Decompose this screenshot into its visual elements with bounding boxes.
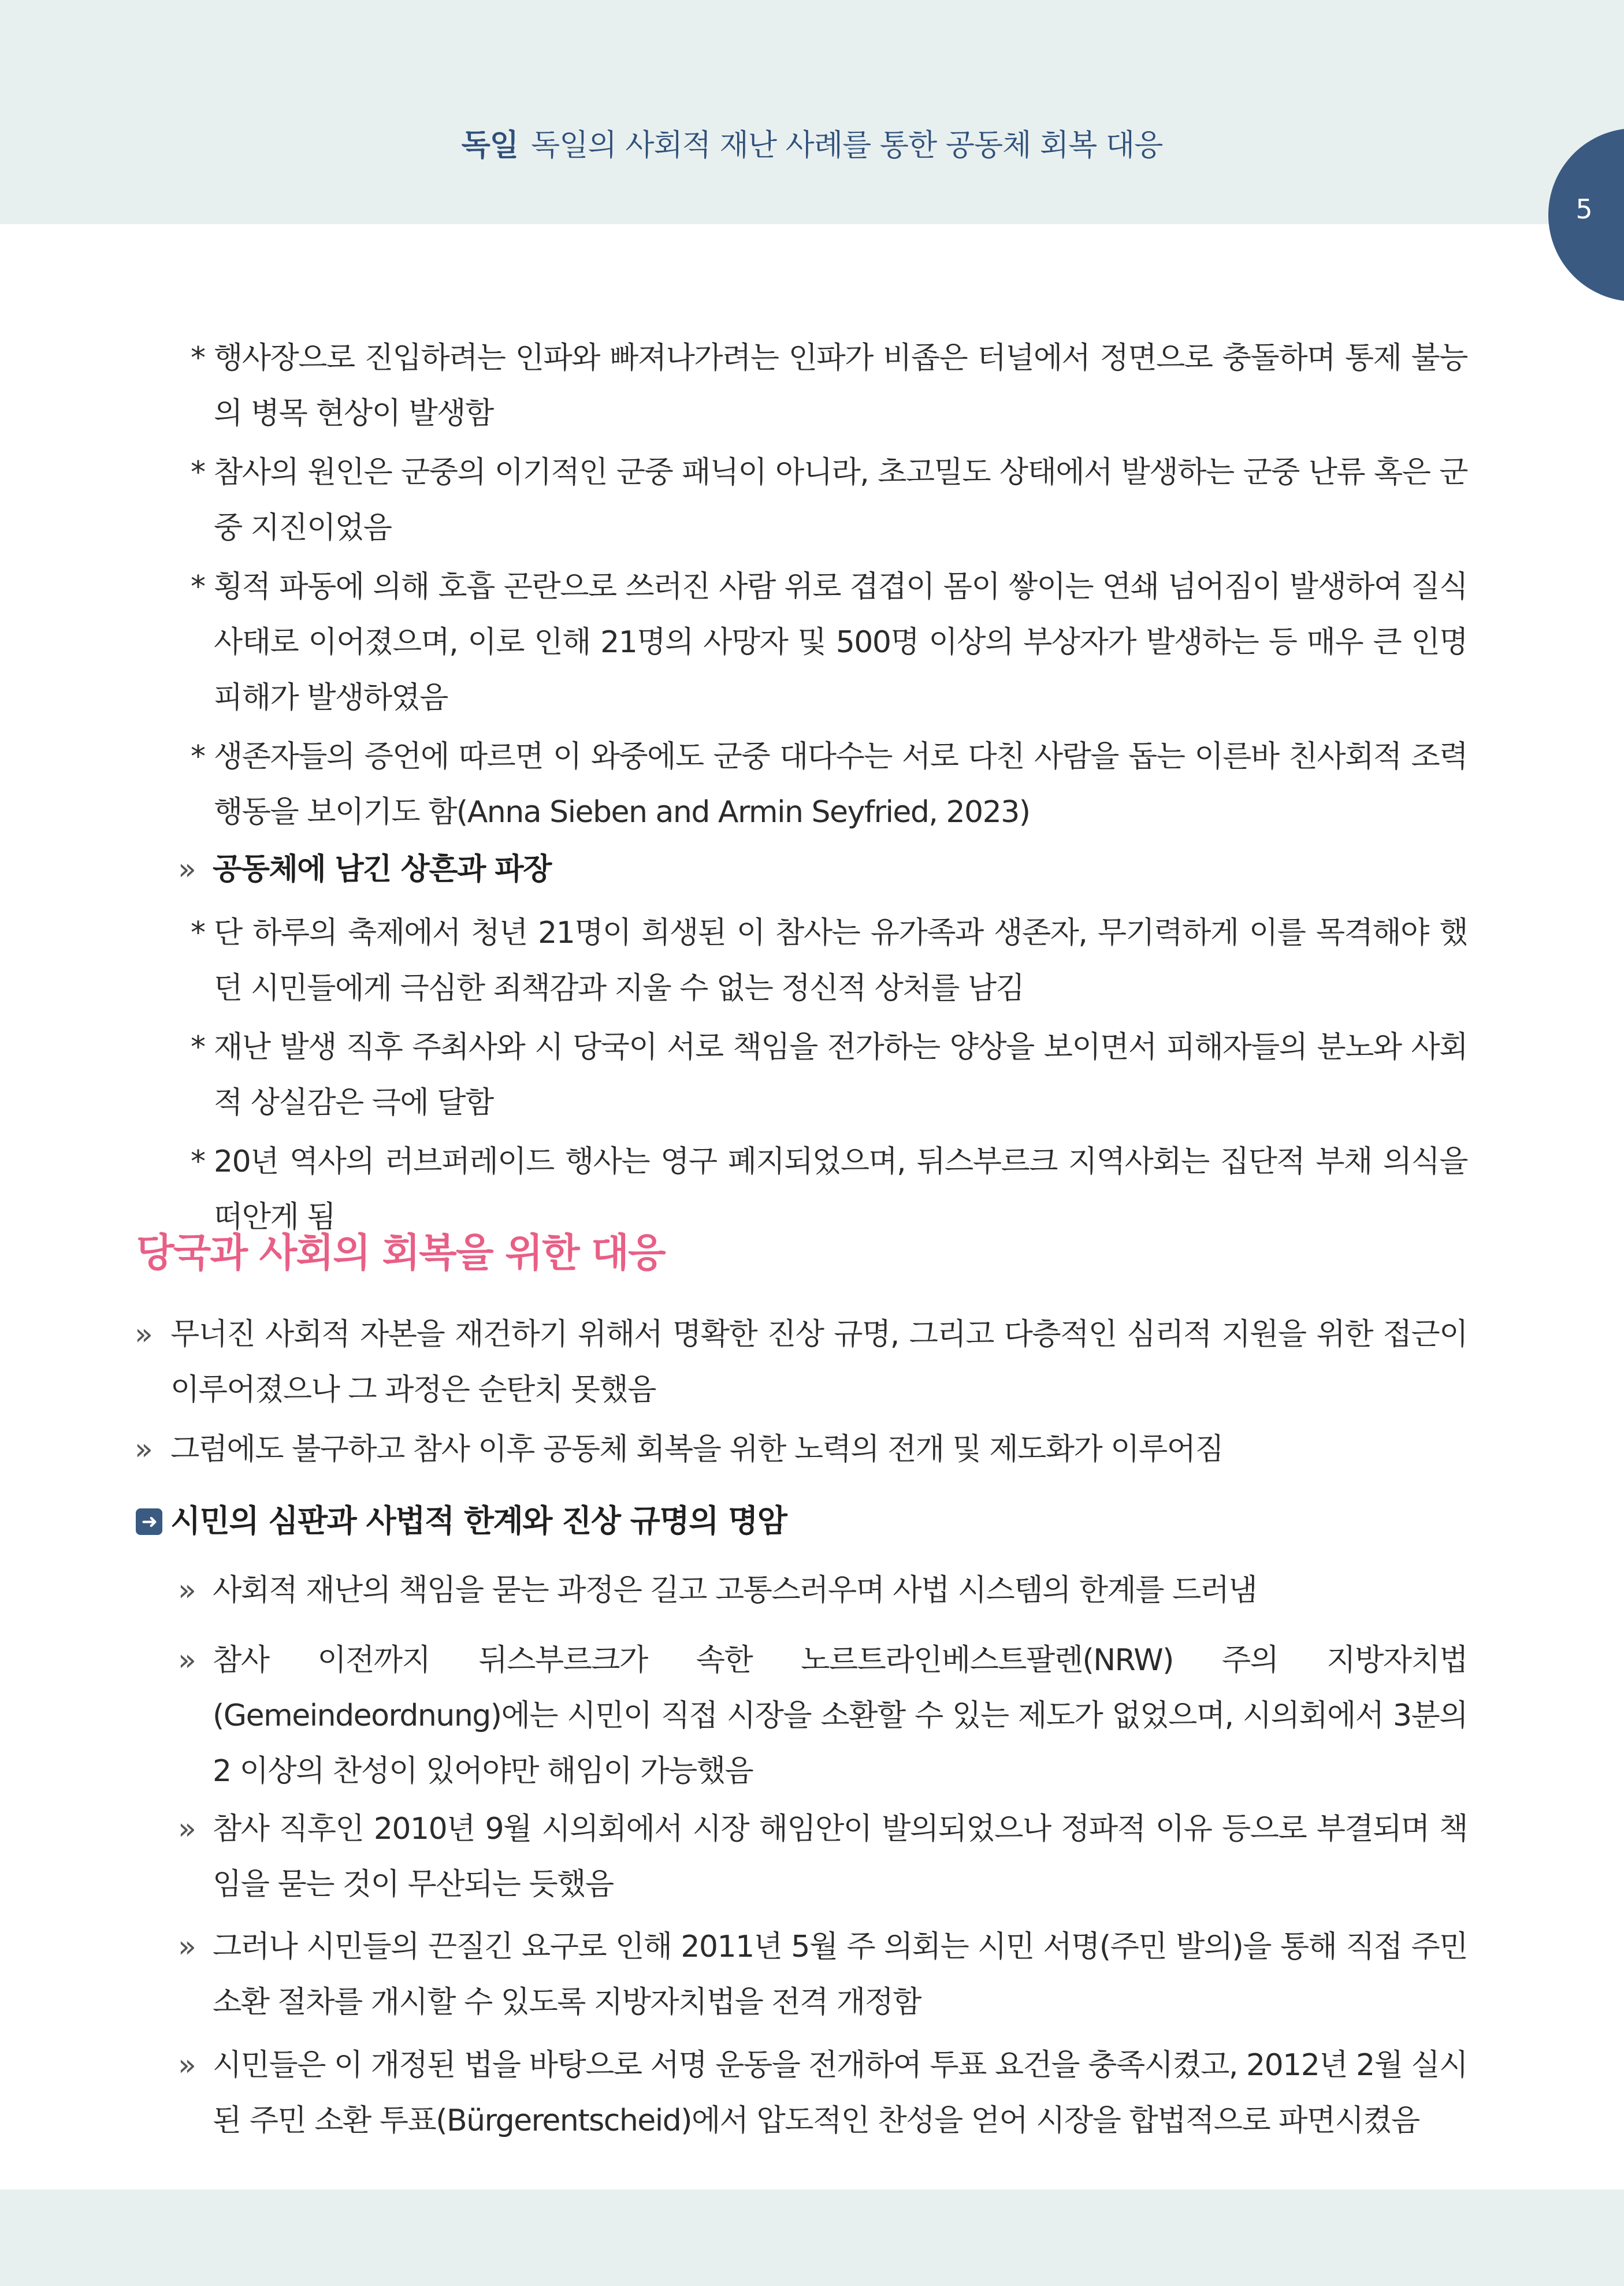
list-item <box>135 1307 1467 1418</box>
chevron-bullet: » <box>135 1432 153 1467</box>
list-item <box>178 2038 1467 2149</box>
star-bullet: * <box>191 1144 205 1179</box>
star-bullet: * <box>191 916 205 950</box>
note-text: 생존자들의 증언에 따르면 이 와중에도 군중 대다수는 서로 다친 사람을 돕는 이른바 친사회적 조력 행동을 보이기도 함(Anna Sieben and Armin Seyfried, 2023) <box>214 739 1467 830</box>
chevron-bullet: » <box>178 852 196 887</box>
list-item <box>178 1919 1467 2030</box>
list-item <box>178 1563 1467 1618</box>
list-item-text: 그러나 시민들의 끈질긴 요구로 인해 2011년 5월 주 의회는 시민 서명(주민 발의)을 통해 직접 주민 소환 절차를 개시할 수 있도록 지방자치법을 전격 개정함 <box>213 1930 1467 2020</box>
note-text: 재난 발생 직후 주최사와 시 당국이 서로 책임을 전가하는 양상을 보이면서 피해자들의 분노와 사회적 상실감은 극에 달함 <box>214 1030 1467 1120</box>
arrow-heading-text: 시민의 심판과 사법적 한계와 진상 규명의 명암 <box>170 1503 787 1539</box>
note-item <box>191 729 1467 840</box>
star-bullet: * <box>191 341 205 376</box>
note-text: 단 하루의 축제에서 청년 21명이 희생된 이 참사는 유가족과 생존자, 무기력하게 이를 목격해야 했던 시민들에게 극심한 죄책감과 지울 수 없는 정신적 상처를 남김 <box>214 916 1467 1006</box>
list-item-text: 사회적 재난의 책임을 묻는 과정은 길고 고통스러우며 사법 시스템의 한계를 드러냄 <box>213 1573 1257 1608</box>
subheading-scars <box>178 842 551 897</box>
arrow-right-icon: ➜ <box>136 1508 162 1535</box>
section-title: 당국과 사회의 회복을 위한 대응 <box>136 1231 665 1276</box>
list-item <box>135 1422 1467 1477</box>
chevron-bullet: » <box>178 1812 196 1846</box>
chevron-bullet: » <box>135 1317 153 1352</box>
header-band <box>0 0 1624 224</box>
subheading-text: 공동체에 남긴 상흔과 파장 <box>213 852 551 887</box>
chevron-bullet: » <box>178 1573 196 1608</box>
star-bullet: * <box>191 1030 205 1065</box>
note-item <box>191 330 1467 441</box>
note-text: 20년 역사의 러브퍼레이드 행사는 영구 폐지되었으며, 뒤스부르크 지역사회는 집단적 부채 의식을 떠안게 됨 <box>214 1144 1467 1235</box>
list-item <box>178 1801 1467 1912</box>
note-item <box>191 559 1467 726</box>
list-item-text: 참사 직후인 2010년 9월 시의회에서 시장 해임안이 발의되었으나 정파적 이유 등으로 부결되며 책임을 묻는 것이 무산되는 듯했음 <box>213 1812 1467 1902</box>
list-item-text: 무너진 사회적 자본을 재건하기 위해서 명확한 진상 규명, 그리고 다층적인 심리적 지원을 위한 접근이 이루어졌으나 그 과정은 순탄치 못했음 <box>170 1317 1467 1407</box>
star-bullet: * <box>191 570 205 604</box>
chevron-bullet: » <box>178 1643 196 1678</box>
list-item-text: 시민들은 이 개정된 법을 바탕으로 서명 운동을 전개하여 투표 요건을 충족시켰고, 2012년 2월 실시된 주민 소환 투표(Bürgerentscheid)에서 압도적인 찬성을 얻어 시장을 합법적으로 파면시켰음 <box>213 2048 1467 2138</box>
note-text: 행사장으로 진입하려는 인파와 빠져나가려는 인파가 비좁은 터널에서 정면으로 충돌하며 통제 불능의 병목 현상이 발생함 <box>214 341 1467 431</box>
chevron-bullet: » <box>178 2048 196 2083</box>
footer-band <box>0 2190 1624 2286</box>
arrow-heading <box>141 1493 787 1549</box>
star-bullet: * <box>191 455 205 490</box>
note-item <box>191 905 1467 1016</box>
header-country: 독일 <box>461 128 519 163</box>
page-number: 5 <box>1575 194 1593 225</box>
list-item-text: 그럼에도 불구하고 참사 이후 공동체 회복을 위한 노력의 전개 및 제도화가 이루어짐 <box>170 1432 1224 1467</box>
star-bullet: * <box>191 739 205 774</box>
list-item <box>178 1633 1467 1799</box>
running-header <box>0 122 1624 169</box>
note-text: 횡적 파동에 의해 호흡 곤란으로 쓰러진 사람 위로 겹겹이 몸이 쌓이는 연쇄 넘어짐이 발생하여 질식 사태로 이어졌으며, 이로 인해 21명의 사망자 및 500명 이상의 부상자가 발생하는 등 매우 큰 인명피해가 발생하였음 <box>214 570 1467 715</box>
note-text: 참사의 원인은 군중의 이기적인 군중 패닉이 아니라, 초고밀도 상태에서 발생하는 군중 난류 혹은 군중 지진이었음 <box>214 455 1467 545</box>
chevron-bullet: » <box>178 1930 196 1964</box>
note-item <box>191 445 1467 556</box>
note-item <box>191 1020 1467 1131</box>
header-title: 독일의 사회적 재난 사례를 통한 공동체 회복 대응 <box>531 128 1163 163</box>
list-item-text: 참사 이전까지 뒤스부르크가 속한 노르트라인베스트팔렌(NRW) 주의 지방자치법(Gemeindeordnung)에는 시민이 직접 시장을 소환할 수 있는 제도가 없었으며, 시의회에서 3분의 2 이상의 찬성이 있어야만 해임이 가능했음 <box>213 1643 1467 1789</box>
